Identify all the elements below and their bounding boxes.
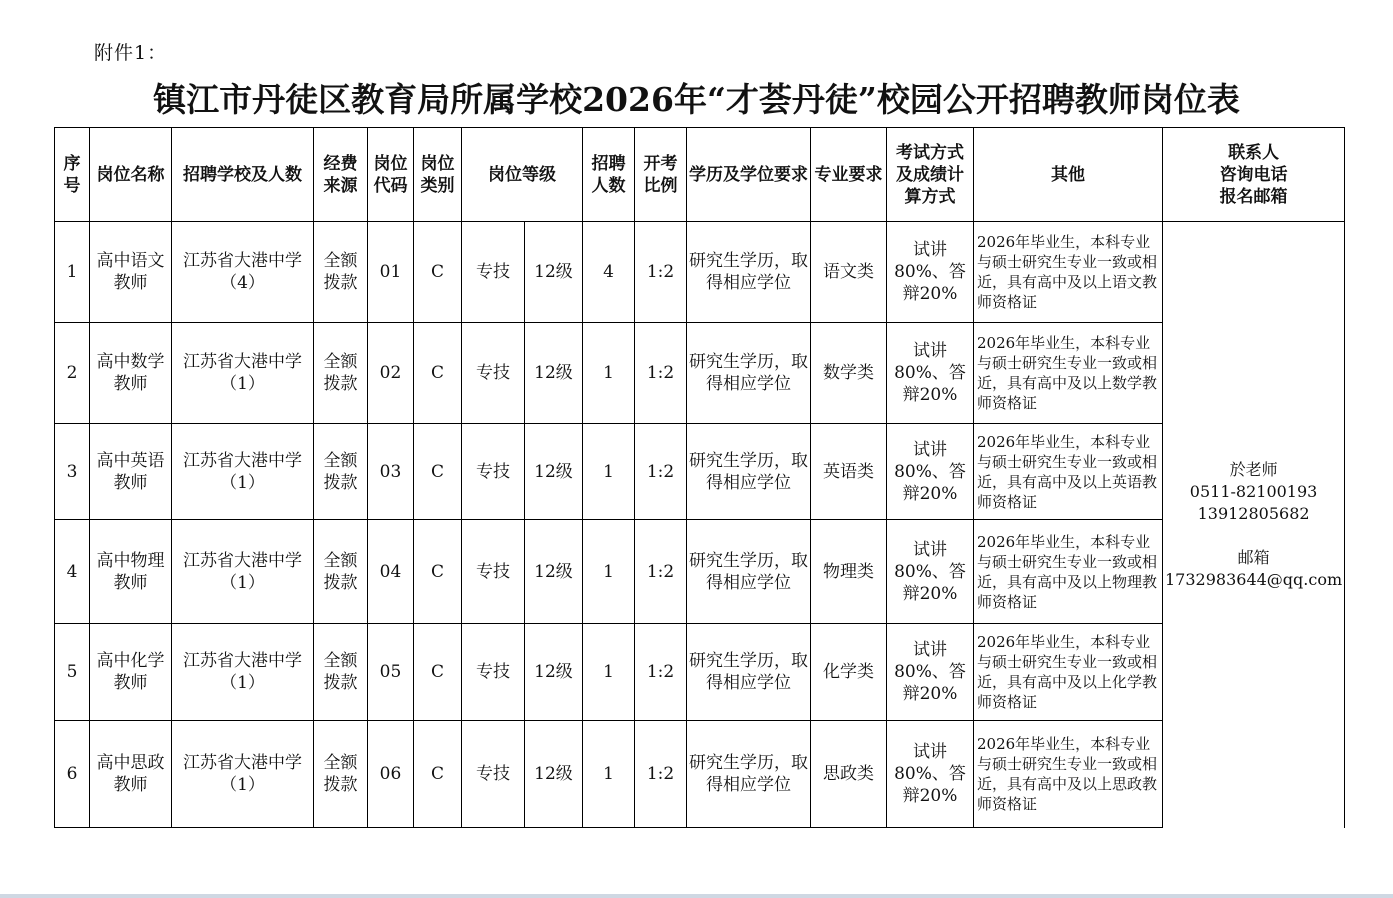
cell-major: 物理类 [811,520,887,624]
cell-funding: 全额拨款 [314,424,368,520]
header-education: 学历及学位要求 [687,128,811,222]
cell-level: 12级 [525,721,583,828]
cell-education: 研究生学历，取得相应学位 [687,424,811,520]
cell-code: 06 [368,721,414,828]
cell-education: 研究生学历，取得相应学位 [687,624,811,721]
cell-exam: 试讲80%、答辩20% [887,424,974,520]
cell-count: 1 [583,323,635,424]
header-row [55,128,1345,222]
bottom-scroll-edge [0,894,1393,898]
cell-seq: 5 [55,624,90,721]
cell-ratio: 1:2 [635,222,687,323]
header-code: 岗位代码 [368,128,414,222]
header-ratio: 开考比例 [635,128,687,222]
cell-code: 05 [368,624,414,721]
cell-exam: 试讲80%、答辩20% [887,323,974,424]
cell-level-type: 专技 [462,624,525,721]
cell-seq: 1 [55,222,90,323]
cell-funding: 全额拨款 [314,721,368,828]
header-seq: 序号 [55,128,90,222]
table-row [55,424,1345,520]
attachment-label: 附件1： [94,42,168,64]
cell-education: 研究生学历，取得相应学位 [687,323,811,424]
contact-mobile: 13912805682 [1197,503,1310,523]
cell-other: 2026年毕业生，本科专业与硕士研究生专业一致或相近，具有高中及以上语文教师资格证 [974,222,1163,323]
contact-email-label: 邮箱 [1237,547,1270,567]
cell-seq: 3 [55,424,90,520]
cell-other: 2026年毕业生，本科专业与硕士研究生专业一致或相近，具有高中及以上物理教师资格证 [974,520,1163,624]
cell-seq: 6 [55,721,90,828]
header-exam: 考试方式及成绩计算方式 [887,128,974,222]
cell-school: 江苏省大港中学（1） [172,424,314,520]
contact-phone: 0511-82100193 [1189,481,1318,501]
cell-level: 12级 [525,222,583,323]
header-other: 其他 [974,128,1163,222]
cell-post-name: 高中物理教师 [90,520,172,624]
header-contact [1163,128,1345,222]
cell-seq: 2 [55,323,90,424]
cell-post-name: 高中数学教师 [90,323,172,424]
cell-major: 化学类 [811,624,887,721]
cell-school: 江苏省大港中学（1） [172,520,314,624]
cell-ratio: 1:2 [635,624,687,721]
cell-education: 研究生学历，取得相应学位 [687,520,811,624]
cell-count: 1 [583,721,635,828]
cell-post-name: 高中英语教师 [90,424,172,520]
table-row [55,222,1345,323]
header-contact-line: 咨询电话 [1219,164,1288,185]
cell-count: 1 [583,520,635,624]
header-contact-line: 报名邮箱 [1219,186,1288,207]
cell-other: 2026年毕业生，本科专业与硕士研究生专业一致或相近，具有高中及以上化学教师资格证 [974,624,1163,721]
cell-ratio: 1:2 [635,721,687,828]
cell-level: 12级 [525,323,583,424]
cell-category: C [414,323,462,424]
cell-education: 研究生学历，取得相应学位 [687,721,811,828]
contact-info [1163,222,1345,828]
cell-level-type: 专技 [462,520,525,624]
cell-exam: 试讲80%、答辩20% [887,222,974,323]
cell-other: 2026年毕业生，本科专业与硕士研究生专业一致或相近，具有高中及以上数学教师资格证 [974,323,1163,424]
cell-major: 数学类 [811,323,887,424]
cell-funding: 全额拨款 [314,222,368,323]
cell-major: 思政类 [811,721,887,828]
spacer [1165,525,1342,547]
cell-major: 英语类 [811,424,887,520]
cell-category: C [414,520,462,624]
header-count: 招聘人数 [583,128,635,222]
cell-school: 江苏省大港中学（1） [172,624,314,721]
cell-category: C [414,721,462,828]
cell-code: 03 [368,424,414,520]
header-school: 招聘学校及人数 [172,128,314,222]
header-major: 专业要求 [811,128,887,222]
cell-level-type: 专技 [462,222,525,323]
cell-count: 4 [583,222,635,323]
cell-category: C [414,624,462,721]
cell-school: 江苏省大港中学（1） [172,721,314,828]
cell-level: 12级 [525,624,583,721]
contact-person: 於老师 [1229,459,1278,479]
cell-school: 江苏省大港中学（1） [172,323,314,424]
cell-count: 1 [583,624,635,721]
cell-level-type: 专技 [462,323,525,424]
cell-other: 2026年毕业生，本科专业与硕士研究生专业一致或相近，具有高中及以上思政教师资格证 [974,721,1163,828]
cell-post-name: 高中化学教师 [90,624,172,721]
cell-post-name: 高中思政教师 [90,721,172,828]
header-level: 岗位等级 [462,128,583,222]
cell-ratio: 1:2 [635,520,687,624]
cell-seq: 4 [55,520,90,624]
cell-count: 1 [583,424,635,520]
cell-category: C [414,424,462,520]
cell-level-type: 专技 [462,424,525,520]
cell-major: 语文类 [811,222,887,323]
cell-school: 江苏省大港中学（4） [172,222,314,323]
cell-education: 研究生学历，取得相应学位 [687,222,811,323]
recruitment-table [54,127,1345,828]
cell-category: C [414,222,462,323]
header-post-name: 岗位名称 [90,128,172,222]
header-funding: 经费来源 [314,128,368,222]
cell-code: 04 [368,520,414,624]
cell-level: 12级 [525,520,583,624]
cell-level-type: 专技 [462,721,525,828]
table-row [55,323,1345,424]
header-category: 岗位类别 [414,128,462,222]
header-contact-line: 联系人 [1228,142,1280,163]
cell-ratio: 1:2 [635,424,687,520]
cell-exam: 试讲80%、答辩20% [887,624,974,721]
table-row [55,721,1345,828]
cell-ratio: 1:2 [635,323,687,424]
cell-level: 12级 [525,424,583,520]
table-row [55,520,1345,624]
cell-funding: 全额拨款 [314,520,368,624]
cell-post-name: 高中语文教师 [90,222,172,323]
cell-code: 01 [368,222,414,323]
cell-exam: 试讲80%、答辩20% [887,520,974,624]
page-title: 镇江市丹徒区教育局所属学校2026年“才荟丹徒”校园公开招聘教师岗位表 [153,80,1240,119]
contact-email: 1732983644@qq.com [1165,569,1343,589]
cell-code: 02 [368,323,414,424]
table-row [55,624,1345,721]
cell-funding: 全额拨款 [314,624,368,721]
cell-funding: 全额拨款 [314,323,368,424]
cell-exam: 试讲80%、答辩20% [887,721,974,828]
cell-other: 2026年毕业生，本科专业与硕士研究生专业一致或相近，具有高中及以上英语教师资格证 [974,424,1163,520]
